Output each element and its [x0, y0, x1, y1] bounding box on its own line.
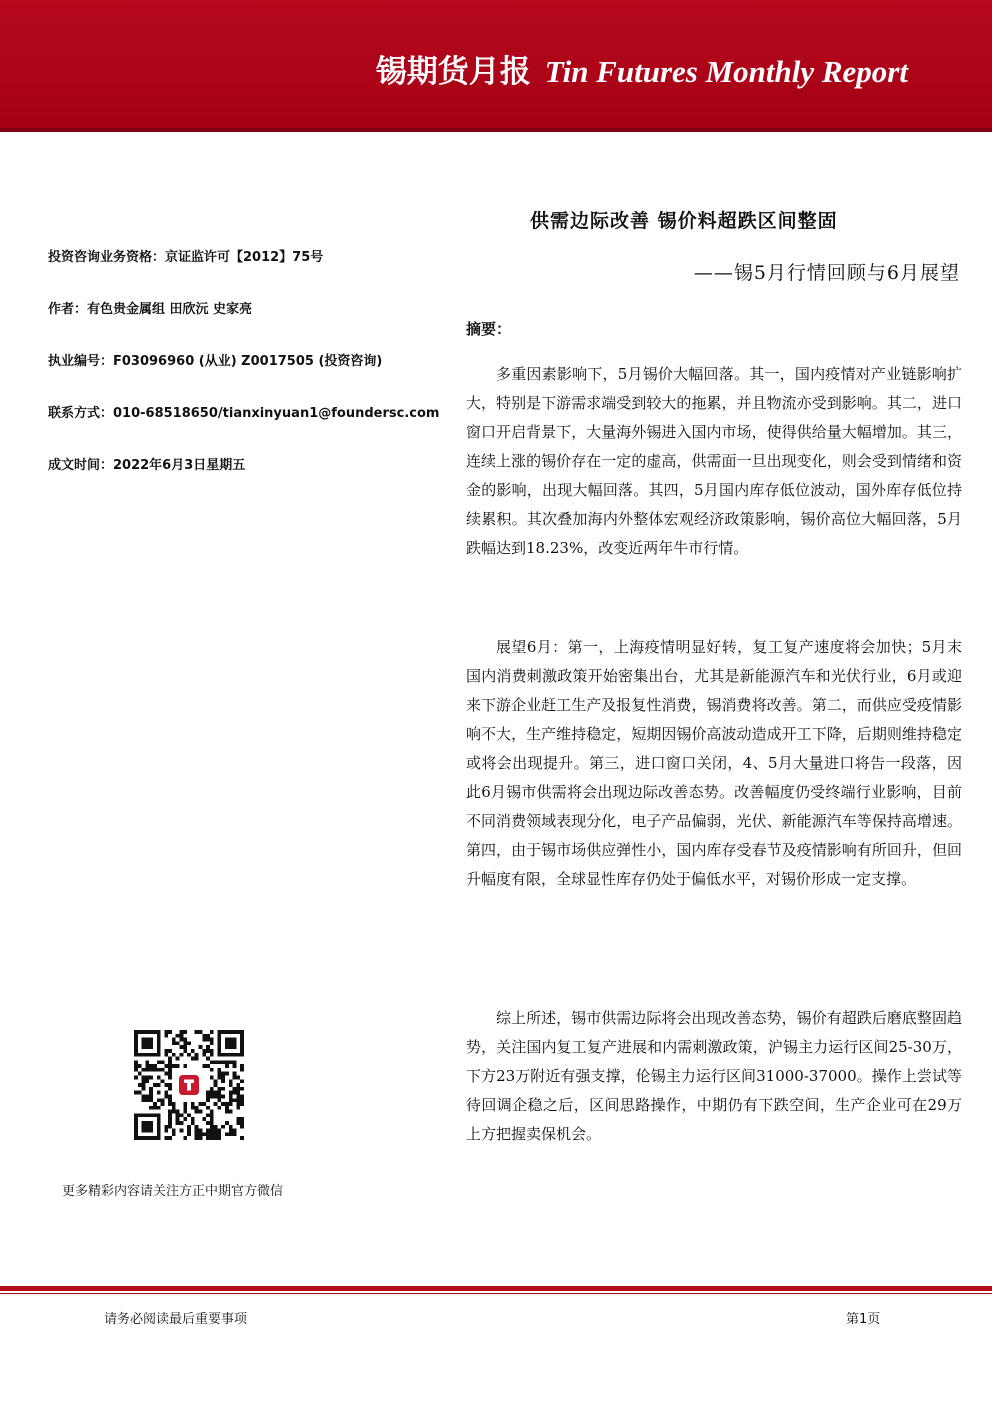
series-title-en: Tin Futures Monthly Report [544, 54, 908, 89]
abstract-paragraph-1: 多重因素影响下，5月锡价大幅回落。其一，国内疫情对产业链影响扩大，特别是下游需求端受到较大的拖累，并且物流亦受到影响。其二，进口窗口开启背景下，大量海外锡进入国内市场，使得供给量大幅增加。其三，连续上涨的锡价存在一定的虚高，供需面一旦出现变化，则会受到情绪和资金的影响，出现大幅回落。其四，5月国内库存低位波动，国外库存低位持续累积。其次叠加海内外整体宏观经济政策影响，锡价高位大幅回落，5月跌幅达到18.23%，改变近两年牛市行情。 [466, 365, 962, 557]
date-line: 成文时间：2022年6月3日星期五 [48, 458, 246, 473]
abstract-label: 摘要： [466, 320, 512, 338]
report-title: 供需边际改善 锡价料超跌区间整固 [530, 210, 838, 232]
qualification-line: 投资咨询业务资格：京证监许可【2012】75号 [48, 250, 324, 265]
abstract-paragraph-2: 展望6月：第一，上海疫情明显好转，复工复产速度将会加快；5月末国内消费刺激政策开始密集出台，尤其是新能源汽车和光伏行业，6月或迎来下游企业赶工生产及报复性消费，锡消费将改善。第二，而供应受疫情影响不大，生产维持稳定，短期因锡价高波动造成开工下降，后期则维持稳定或将会出现提升。第三，进口窗口关闭，4、5月大量进口将告一段落，因此6月锡市供需将会出现边际改善态势。改善幅度仍受终端行业影响，目前不同消费领域表现分化，电子产品偏弱，光伏、新能源汽车等保持高增速。第四，由于锡市场供应弹性小，国内库存受春节及疫情影响有所回升，但回升幅度有限，全球显性库存仍处于偏低水平，对锡价形成一定支撑。 [466, 638, 962, 888]
report-series-title [376, 50, 908, 94]
license-line: 执业编号：F03096960 (从业) Z0017505 (投资咨询) [48, 354, 383, 369]
header-banner-rule [0, 128, 992, 132]
qr-caption: 更多精彩内容请关注方正中期官方微信 [62, 1184, 284, 1199]
qr-code [134, 1030, 244, 1140]
footer-rule-thin [0, 1293, 992, 1294]
authors-line: 作者：有色贵金属组 田欣沅 史家亮 [48, 302, 253, 317]
abstract-paragraph-3: 综上所述，锡市供需边际将会出现改善态势，锡价有超跌后磨底整固趋势，关注国内复工复产进展和内需刺激政策，沪锡主力运行区间25-30万，下方23万附近有强支撑，伦锡主力运行区间31000-37000。操作上尝试等待回调企稳之后，区间思路操作，中期仍有下跌空间，生产企业可在29万上方把握卖保机会。 [466, 1009, 962, 1143]
footer-disclaimer: 请务必阅读最后重要事项 [104, 1312, 248, 1327]
report-subtitle: ——锡5月行情回顾与6月展望 [693, 262, 960, 284]
series-title-cn: 锡期货月报 [375, 54, 531, 90]
contact-line: 联系方式：010-68518650/tianxinyuan1@foundersc.com [48, 406, 440, 421]
page-number: 第1页 [846, 1312, 881, 1327]
footer-rule [0, 1286, 992, 1291]
